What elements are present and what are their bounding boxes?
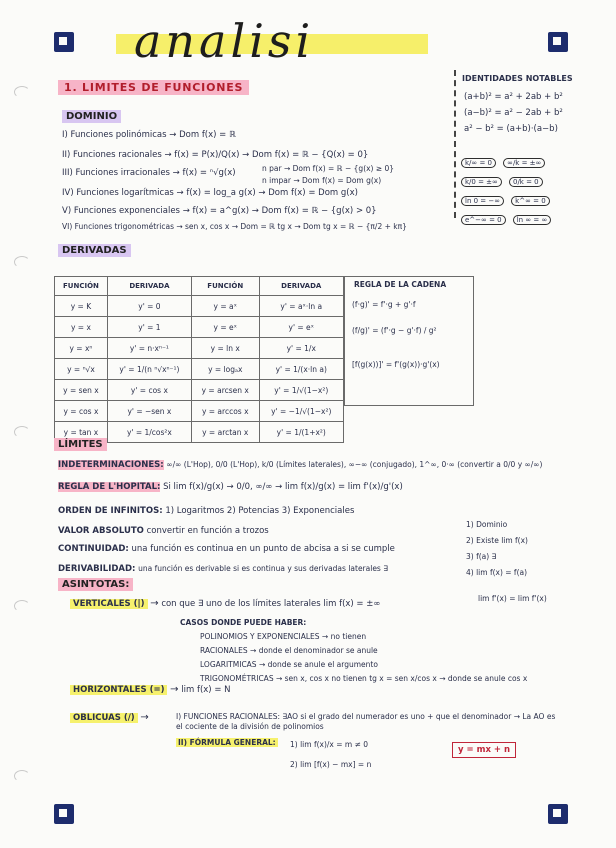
corner-mark-top-right xyxy=(548,32,568,52)
chain-rule-product: (f·g)' = f'·g + g'·f xyxy=(352,300,416,309)
cont-condition-2: 2) Existe lim f(x) xyxy=(466,536,528,545)
binder-ring xyxy=(14,426,30,438)
cont-condition-3: 3) f(a) ∃ xyxy=(466,552,497,561)
table-header-row xyxy=(55,277,344,296)
vert-text: con que ∃ uno de los límites laterales lim f(x) = ±∞ xyxy=(161,599,381,609)
limit-rule-pill: ln ∞ = ∞ xyxy=(513,215,552,225)
limit-rule-pill: ∞/k = ±∞ xyxy=(503,158,545,168)
table-row xyxy=(55,317,344,338)
cell: y' = 1/cos²x xyxy=(107,422,191,443)
continuidad xyxy=(58,544,395,554)
lateral-derivatives: lim f'(x) = lim f'(x) xyxy=(478,594,547,603)
asintota-oblicua xyxy=(70,712,149,723)
caso-2: RACIONALES → donde el denominador se anule xyxy=(200,646,378,655)
obl-general-label: II) FÓRMULA GENERAL: xyxy=(178,738,276,747)
obl-racionales: I) FUNCIONES RACIONALES: ∃AO si el grado del numerador es uno + que el denominador → La AO es el cociente de la división de polinomios xyxy=(176,712,556,731)
limit-rule-pill: k^∞ = 0 xyxy=(511,196,550,206)
dominio-irr-par: n par → Dom f(x) = ℝ − {g(x) ≥ 0} xyxy=(262,164,395,173)
abs-label: VALOR ABSOLUTO xyxy=(58,526,144,536)
table-row xyxy=(55,296,344,317)
table-row xyxy=(55,359,344,380)
chain-rule-composition: [f(g(x))]' = f'(g(x))·g'(x) xyxy=(352,360,440,369)
limit-rule-pill: k/0 = ±∞ xyxy=(461,177,502,187)
limit-rule-pill: e^−∞ = 0 xyxy=(461,215,506,225)
table-row xyxy=(55,380,344,401)
derivatives-table xyxy=(54,276,344,443)
cell: y' = n·xⁿ⁻¹ xyxy=(107,338,191,359)
hopital-text: Si lim f(x)/g(x) → 0/0, ∞/∞ → lim f(x)/g(x) = lim f'(x)/g'(x) xyxy=(163,482,403,492)
obl-general xyxy=(176,738,278,747)
cell: y' = eˣ xyxy=(259,317,343,338)
cell: y' = 1/(1+x²) xyxy=(259,422,343,443)
dominio-item-6: VI) Funciones trigonométricas → sen x, cos x → Dom = ℝ tg x → Dom tg x = ℝ − {π/2 + kπ} xyxy=(62,222,407,231)
cell: y = logₐx xyxy=(191,359,259,380)
table-row xyxy=(55,338,344,359)
cont-condition-1: 1) Dominio xyxy=(466,520,508,529)
chain-rule-quotient: (f/g)' = (f'·g − g'·f) / g² xyxy=(352,326,437,335)
arrow-icon: → xyxy=(170,684,179,695)
cell: y' = −sen x xyxy=(107,401,191,422)
identidades-heading: IDENTIDADES NOTABLES xyxy=(462,74,573,83)
caso-3: LOGARITMICAS → donde se anule el argumento xyxy=(200,660,378,669)
cell: y' = 1/(x·ln a) xyxy=(259,359,343,380)
orden-infinitos xyxy=(58,506,354,516)
binder-ring xyxy=(14,86,30,98)
binder-ring xyxy=(14,256,30,268)
abs-text: convertir en función a trozos xyxy=(146,526,269,536)
casos-heading: CASOS DONDE PUEDE HABER: xyxy=(180,618,307,627)
section-heading-limites: 1. LIMITES DE FUNCIONES xyxy=(58,80,249,95)
identidad-3: a² − b² = (a+b)·(a−b) xyxy=(464,124,558,134)
arrow-icon: → xyxy=(140,712,149,723)
hopital-label: REGLA DE L'HOPITAL: xyxy=(58,482,161,492)
chain-rule-title: REGLA DE LA CADENA xyxy=(354,280,447,289)
vert-label: VERTICALES (|) xyxy=(70,599,148,609)
dominio-item-1: I) Funciones polinómicas → Dom f(x) = ℝ xyxy=(62,130,236,140)
cell: y = x xyxy=(55,317,108,338)
cell: y' = cos x xyxy=(107,380,191,401)
corner-mark-top-left xyxy=(54,32,74,52)
caso-4: TRIGONOMÉTRICAS → sen x, cos x no tienen tg x = sen x/cos x → donde se anule cos x xyxy=(200,674,528,683)
limit-rule-pill: 0/k = 0 xyxy=(509,177,543,187)
obl-label: OBLICUAS (/) xyxy=(70,713,138,723)
col-header: FUNCIÓN xyxy=(55,277,108,296)
cont-label: CONTINUIDAD: xyxy=(58,544,129,554)
indet-label: INDETERMINACIONES: xyxy=(58,460,164,470)
cell: y' = 1/(n ⁿ√xⁿ⁻¹) xyxy=(107,359,191,380)
cell: y = arcsen x xyxy=(191,380,259,401)
cell: y = tan x xyxy=(55,422,108,443)
chain-rule-box xyxy=(344,276,474,406)
corner-mark-bottom-right xyxy=(548,804,568,824)
hor-label: HORIZONTALES (=) xyxy=(70,685,167,695)
limit-rule-pill: ln 0 = −∞ xyxy=(461,196,504,206)
hor-text: lim f(x) = N xyxy=(181,685,231,695)
indeterminaciones xyxy=(58,460,542,470)
cell: y' = −1/√(1−x²) xyxy=(259,401,343,422)
identidad-1: (a+b)² = a² + 2ab + b² xyxy=(464,92,563,102)
heading-limites: LÍMITES xyxy=(54,438,107,451)
cell: y = ln x xyxy=(191,338,259,359)
dominio-item-5: V) Funciones exponenciales → f(x) = a^g(x) → Dom f(x) = ℝ − {g(x) > 0} xyxy=(62,206,377,216)
deriv-label: DERIVABILIDAD: xyxy=(58,564,136,574)
asintota-horizontal xyxy=(70,684,231,695)
cell: y = xⁿ xyxy=(55,338,108,359)
title-text: analisi xyxy=(134,14,315,68)
binder-ring xyxy=(14,770,30,782)
asintota-vertical xyxy=(70,598,380,609)
col-header: FUNCIÓN xyxy=(191,277,259,296)
cell: y' = 1 xyxy=(107,317,191,338)
limit-rule-pill: k/∞ = 0 xyxy=(461,158,496,168)
cell: y' = 0 xyxy=(107,296,191,317)
cell: y = cos x xyxy=(55,401,108,422)
cell: y' = 1/√(1−x²) xyxy=(259,380,343,401)
heading-derivadas: DERIVADAS xyxy=(58,244,131,257)
page-title xyxy=(116,14,428,68)
caso-1: POLINOMIOS Y EXPONENCIALES → no tienen xyxy=(200,632,367,641)
cell: y = ⁿ√x xyxy=(55,359,108,380)
col-header: DERIVADA xyxy=(259,277,343,296)
obl-n: 2) lim [f(x) − mx] = n xyxy=(290,760,372,769)
identidad-2: (a−b)² = a² − 2ab + b² xyxy=(464,108,563,118)
dominio-irr-impar: n impar → Dom f(x) = Dom g(x) xyxy=(262,176,382,185)
binder-ring xyxy=(14,600,30,612)
orden-label: ORDEN DE INFINITOS: xyxy=(58,506,163,516)
cell: y = arctan x xyxy=(191,422,259,443)
derivabilidad xyxy=(58,564,388,574)
cell: y = arccos x xyxy=(191,401,259,422)
cont-condition-4: 4) lim f(x) = f(a) xyxy=(466,568,528,577)
heading-asintotas: ASINTOTAS: xyxy=(58,578,133,591)
dominio-item-2: II) Funciones racionales → f(x) = P(x)/Q(x) → Dom f(x) = ℝ − {Q(x) = 0} xyxy=(62,150,369,160)
indet-text: ∞/∞ (L'Hop), 0/0 (L'Hop), k/0 (Límites laterales), ∞−∞ (conjugado), 1^∞, 0·∞ (convertir a 0/0 y ∞/∞) xyxy=(166,460,543,469)
deriv-text: una función es derivable si es continua y sus derivadas laterales ∃ xyxy=(138,564,388,573)
arrow-icon: → xyxy=(150,598,159,609)
valor-absoluto xyxy=(58,526,269,536)
cell: y = eˣ xyxy=(191,317,259,338)
cell: y' = 1/x xyxy=(259,338,343,359)
obl-m: 1) lim f(x)/x = m ≠ 0 xyxy=(290,740,369,749)
heading-dominio: DOMINIO xyxy=(62,110,121,123)
cell: y = K xyxy=(55,296,108,317)
orden-text: 1) Logaritmos 2) Potencias 3) Exponenciales xyxy=(165,506,355,516)
table-row xyxy=(55,401,344,422)
cell: y' = aˣ·ln a xyxy=(259,296,343,317)
cell: y = sen x xyxy=(55,380,108,401)
corner-mark-bottom-left xyxy=(54,804,74,824)
cell: y = aˣ xyxy=(191,296,259,317)
obl-result: y = mx + n xyxy=(452,742,516,758)
regla-hopital xyxy=(58,482,403,492)
cont-text: una función es continua en un punto de abcisa a si se cumple xyxy=(131,544,395,554)
dominio-item-3: III) Funciones irracionales → f(x) = ⁿ√g(x) xyxy=(62,168,236,178)
limit-rules xyxy=(460,150,572,226)
dominio-item-4: IV) Funciones logarítmicas → f(x) = log_a g(x) → Dom f(x) = Dom g(x) xyxy=(62,188,358,198)
col-header: DERIVADA xyxy=(107,277,191,296)
